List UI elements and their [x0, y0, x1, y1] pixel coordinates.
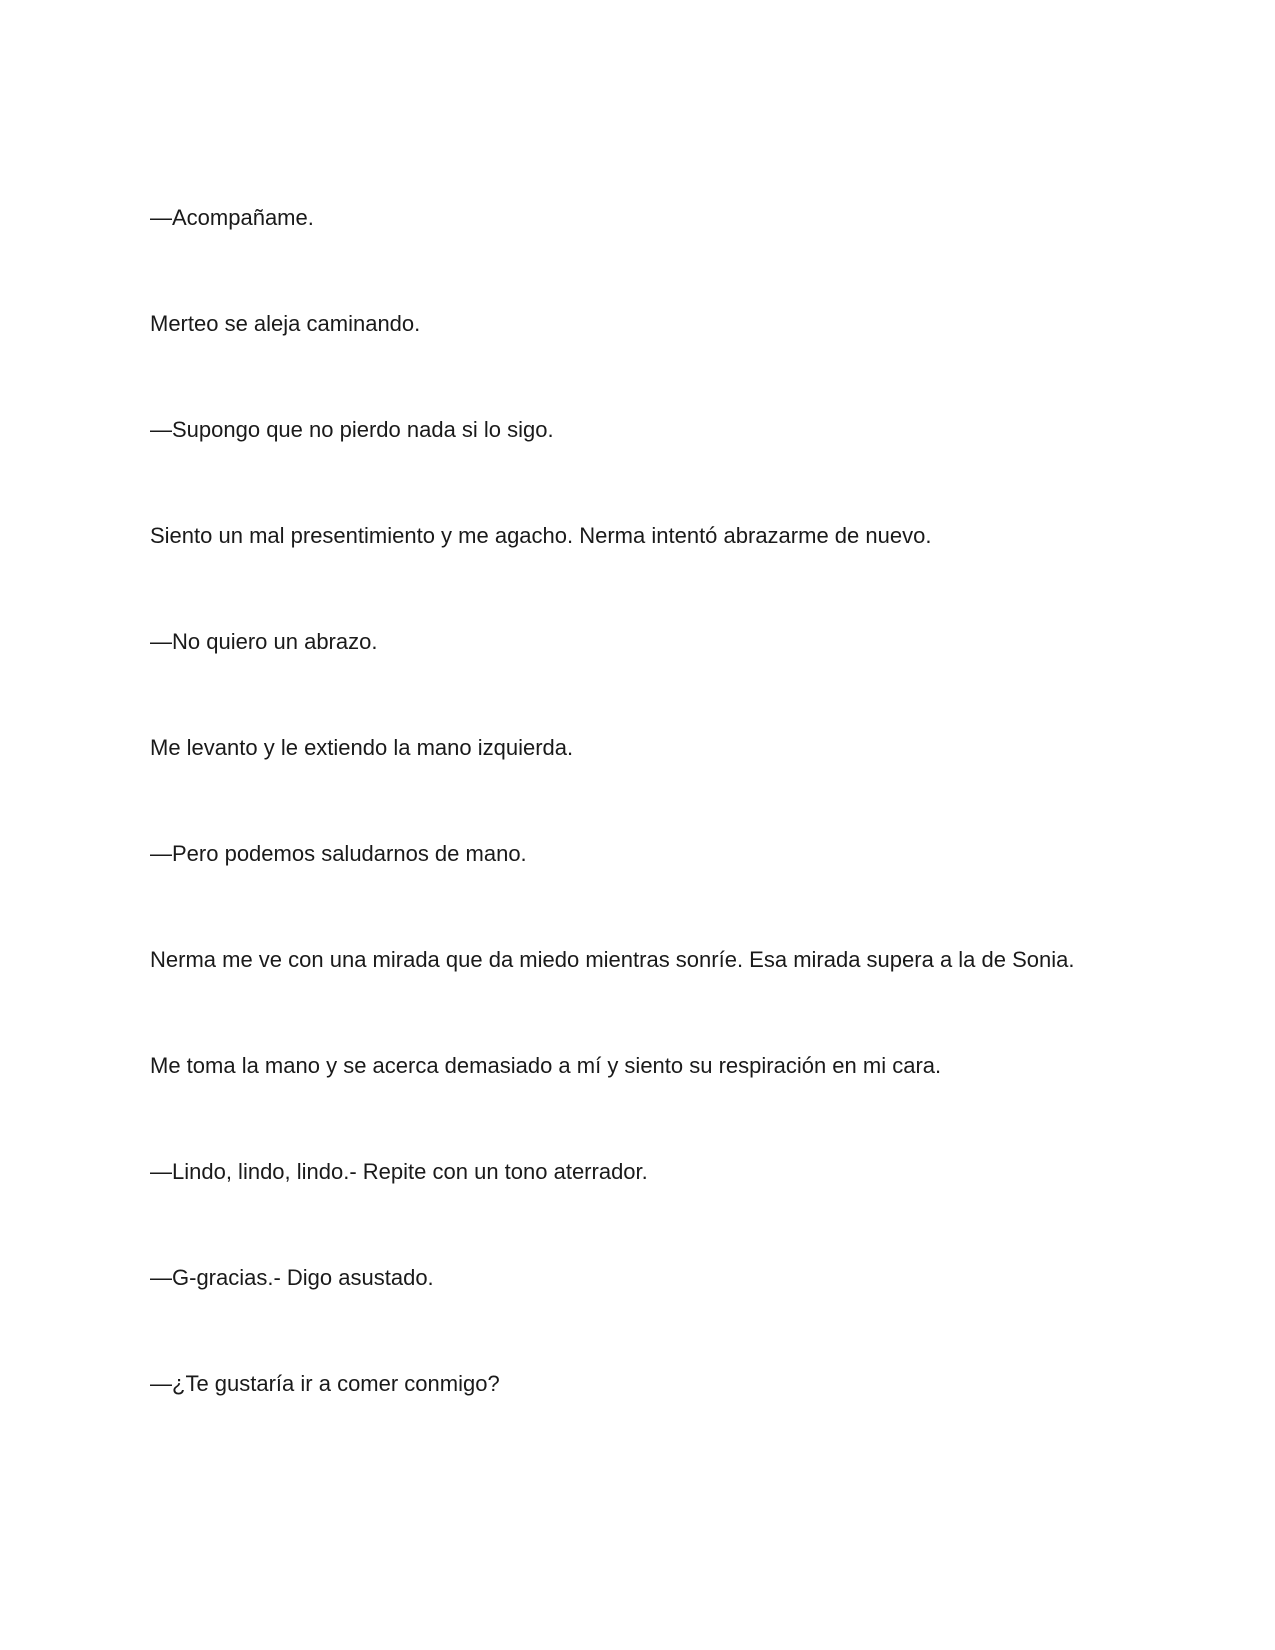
- paragraph-line: —Supongo que no pierdo nada si lo sigo.: [150, 417, 554, 442]
- paragraph-line: Nerma me ve con una mirada que da miedo mientras sonríe. Esa mirada supera a la de Sonia.: [150, 947, 1075, 972]
- paragraph-line: —Pero podemos saludarnos de mano.: [150, 841, 527, 866]
- paragraph-line: Me toma la mano y se acerca demasiado a mí y siento su respiración en mi cara.: [150, 1053, 942, 1078]
- paragraph-line: Merteo se aleja caminando.: [150, 311, 421, 336]
- paragraph-line: —Lindo, lindo, lindo.- Repite con un tono aterrador.: [150, 1159, 648, 1184]
- paragraph-line: —¿Te gustaría ir a comer conmigo?: [150, 1371, 500, 1396]
- paragraph-line: —G-gracias.- Digo asustado.: [150, 1265, 434, 1290]
- paragraph-line: Siento un mal presentimiento y me agacho. Nerma intentó abrazarme de nuevo.: [150, 523, 932, 548]
- paragraph-line: Me levanto y le extiendo la mano izquierda.: [150, 735, 574, 760]
- paragraph-line: —Acompañame.: [150, 205, 314, 230]
- paragraph-line: —No quiero un abrazo.: [150, 629, 378, 654]
